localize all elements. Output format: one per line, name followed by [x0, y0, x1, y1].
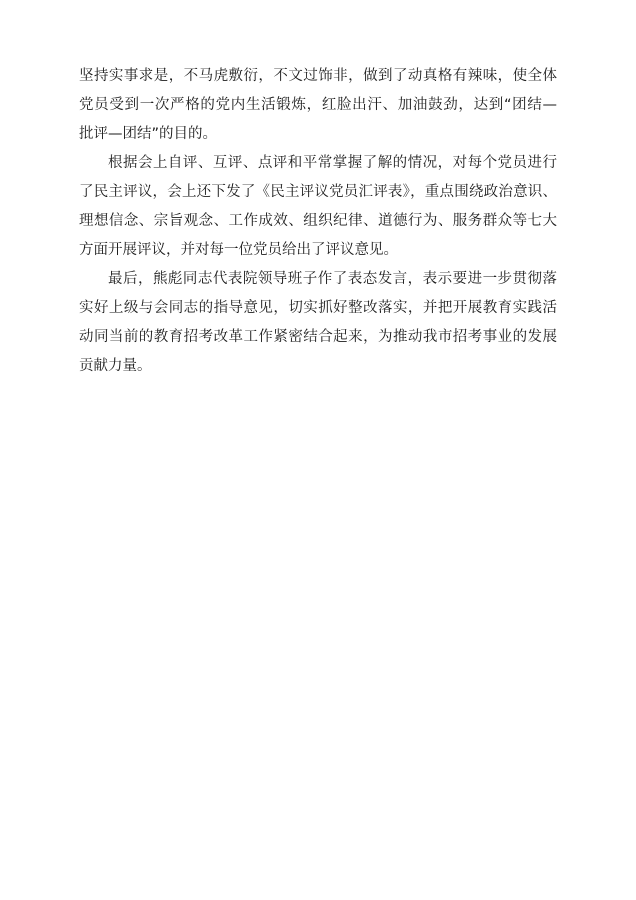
text-line: 贡献力量。: [79, 358, 152, 374]
text-line: 坚持实事求是，不马虎敷衍，不文过饰非，做到了动真格有辣味，使全体: [79, 68, 557, 84]
text-line: 最后，熊彪同志代表院领导班子作了表态发言，表示要进一步贯彻落: [108, 271, 557, 287]
text-line: 批评—团结”的目的。: [79, 126, 218, 142]
text-line: 了民主评议，会上还下发了《民主评议党员汇评表》，重点围绕政治意识、: [79, 184, 557, 200]
text-line: 实好上级与会同志的指导意见，切实抓好整改落实，并把开展教育实践活: [79, 300, 557, 316]
paragraph-3: [79, 265, 557, 381]
text-line: 方面开展评议，并对每一位党员给出了评议意见。: [79, 242, 398, 258]
text-line: 动同当前的教育招考改革工作紧密结合起来，为推动我市招考事业的发展: [79, 329, 557, 345]
document-body: [79, 62, 557, 381]
text-line: 根据会上自评、互评、点评和平常掌握了解的情况，对每个党员进行: [108, 155, 557, 171]
text-line: 党员受到一次严格的党内生活锻炼，红脸出汗、加油鼓劲，达到“团结—: [79, 97, 557, 113]
paragraph-1: [79, 62, 557, 149]
text-line: 理想信念、宗旨观念、工作成效、组织纪律、道德行为、服务群众等七大: [79, 213, 557, 229]
paragraph-2: [79, 149, 557, 265]
